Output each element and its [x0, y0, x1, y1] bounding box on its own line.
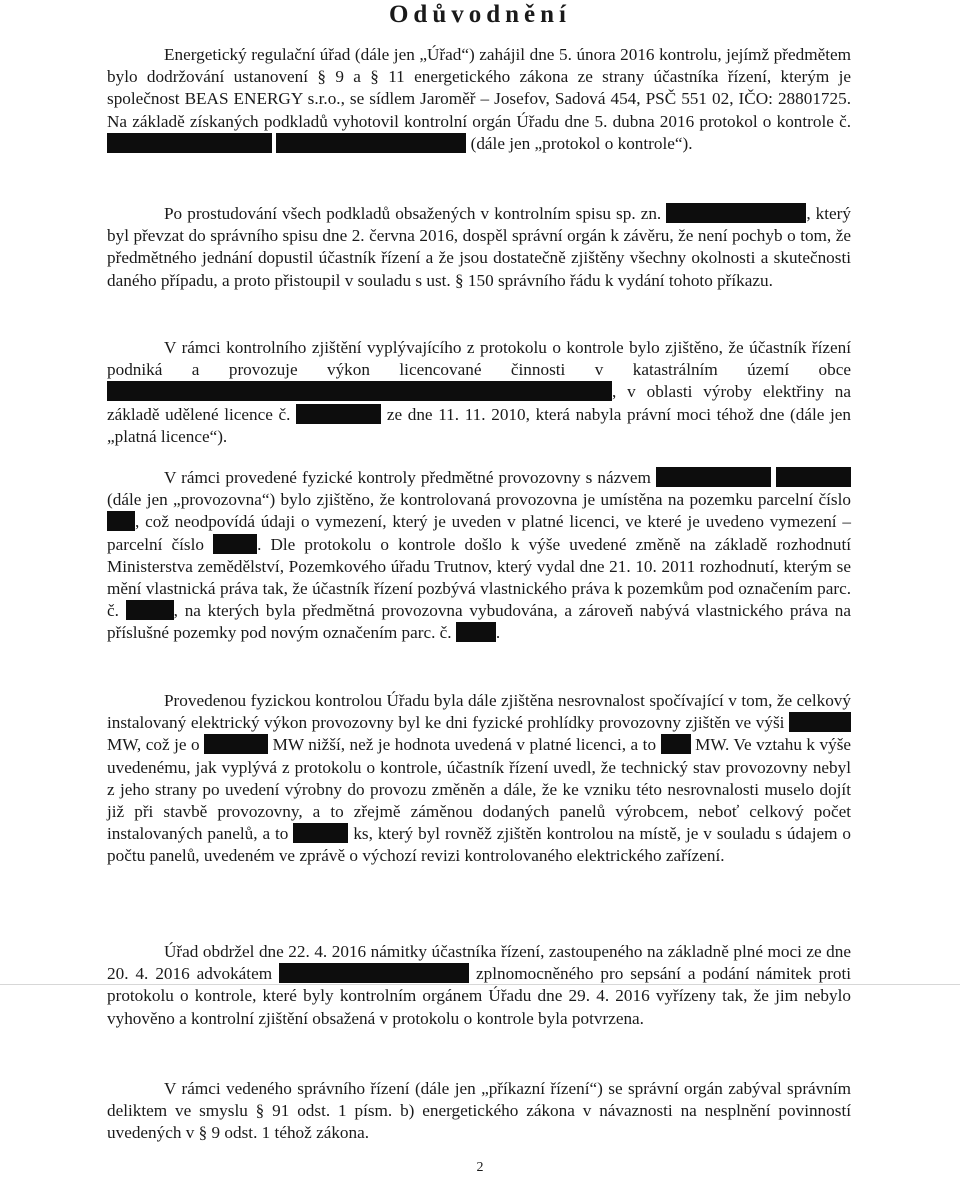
paragraph-text: .: [495, 623, 501, 643]
paragraph-text: V rámci vedeného správního řízení (dále jen „příkazní řízení“) se správní orgán zabýval správním deliktem ve smyslu § 91 odst. 1 písm. b) energetického zákona v návaznosti na nesplnění povinností uvedených v § 9 odst. 1 téhož zákona.: [107, 1079, 851, 1143]
paragraph-text: Energetický regulační úřad (dále jen „Úřad“) zahájil dne 5. února 2016 kontrolu, jejímž předmětem bylo dodržování ustanovení § 9 a § 11 energetického zákona ze strany účastníka řízení, kterým je společnost BEAS ENERGY s.r.o., se sídlem Jaroměř – Josefov, Sadová 454, PSČ 551 02, IČO: 28801725. Na základě získaných podkladů vyhotovil kontrolní orgán Úřadu dne 5. dubna 2016 protokol o kontrole č.: [107, 45, 851, 131]
paragraph-text: , což neodpovídá údaji o vymezení, který je uveden v platné licenci, ve které je uvedeno vymezení – parcelní číslo: [107, 512, 851, 554]
paragraph-text: (dále jen „protokol o kontrole“).: [470, 133, 693, 153]
paragraph-3: [107, 337, 851, 448]
redacted-block: [456, 622, 496, 642]
redacted-block: [661, 734, 691, 754]
paragraph-text: V rámci kontrolního zjištění vyplývajícího z protokolu o kontrole bylo zjištěno, že účastník řízení podniká a provozuje výkon licencované činnosti v katastrálním území obce: [107, 338, 851, 380]
redacted-block: [666, 203, 806, 223]
paragraph-text: zplnomocněného pro sepsání a podání námitek proti protokolu o kontrole, které byly kontrolním orgánem Úřadu dne 29. 4. 2016 vyřízeny tak, že jim nebylo vyhověno a kontrolní zjištění obsažená v protokolu o kontrole byla potvrzena.: [107, 964, 852, 1028]
redacted-block: [279, 963, 469, 983]
redacted-block: [126, 600, 174, 620]
paragraph-text: Úřad obdržel dne 22. 4. 2016 námitky účastníka řízení, zastoupeného na základně plné moci ze dne 20. 4. 2016 advokátem: [107, 942, 851, 984]
paragraph-text: Provedenou fyzickou kontrolou Úřadu byla dále zjištěna nesrovnalost spočívající v tom, že celkový instalovaný elektrický výkon provozovny byl ke dni fyzické prohlídky provozovny zjištěn ve výši: [107, 691, 851, 733]
paragraph-text: , který byl převzat do správního spisu dne 2. června 2016, dospěl správní orgán k závěru, že není pochyb o tom, že předmětného jednání dopustil účastník řízení a že jsou dostatečně zjištěny všechny okolnosti a skutečnosti daného případu, a proto přistoupil v souladu s ust. § 150 správního řádu k vydání tohoto příkazu.: [107, 204, 851, 290]
scan-fold-line: [0, 984, 960, 985]
redacted-block: [296, 404, 381, 424]
paragraph-text: V rámci provedené fyzické kontroly předmětné provozovny s názvem: [164, 468, 651, 487]
paragraph-7: [107, 1078, 851, 1145]
redacted-block: [293, 823, 348, 843]
redacted-block: [204, 734, 268, 754]
paragraph-1: [107, 44, 851, 155]
page-number: 2: [476, 1160, 484, 1175]
paragraph-text: , v oblasti výroby elektřiny na základě udělené licence č.: [107, 382, 851, 424]
paragraph-text: (dále jen „provozovna“) bylo zjištěno, že kontrolovaná provozovna je umístěna na pozemku parcelní číslo: [107, 490, 851, 510]
paragraph-5: [107, 690, 851, 868]
paragraph-6: [107, 941, 851, 1030]
paragraph-text: ks, který byl rovněž zjištěn kontrolou na místě, je v souladu s údajem o počtu panelů, uvedeném ve zprávě o výchozí revizi kontrolovaného elektrického zařízení.: [107, 824, 852, 866]
redacted-block: [276, 133, 466, 153]
paragraph-2: [107, 203, 851, 292]
paragraph-text: MW nižší, než je hodnota uvedená v platné licenci, a to: [272, 735, 657, 755]
paragraph-text: ze dne 11. 11. 2010, která nabyla právní moci téhož dne (dále jen „platná licence“).: [107, 404, 852, 446]
redacted-block: [656, 467, 771, 487]
paragraph-text: . Dle protokolu o kontrole došlo k výše uvedené změně na základě rozhodnutí Ministerstva zemědělství, Pozemkového úřadu Trutnov, který vydal dne 21. 10. 2011 rozhodnutí, kterým se mění vlastnická práva tak, že účastník řízení pozbývá vlastnického práva k pozemkům pod označením parc. č.: [107, 534, 851, 621]
redacted-block: [107, 381, 612, 401]
page-title: Odůvodnění: [388, 1, 571, 28]
paragraph-text: MW. Ve vztahu k výše uvedenému, jak vyplývá z protokolu o kontrole, účastník řízení uvedl, že technický stav provozovny nebyl z jeho strany po uvedení výrobny do provozu změněn a dále, že ke vzniku této nesrovnalosti muselo dojít již při stavbě provozovny, a to zřejmě záměnou dodaných panelů výrobcem, neboť celkový počet instalovaných panelů, a to: [107, 735, 852, 844]
redacted-block: [107, 133, 272, 153]
redacted-block: [213, 534, 257, 554]
paragraph-text: Po prostudování všech podkladů obsažených v kontrolním spisu sp. zn.: [164, 204, 662, 223]
redacted-block: [776, 467, 851, 487]
redacted-block: [789, 712, 851, 732]
redacted-block: [107, 511, 135, 531]
paragraph-text: , na kterých byla předmětná provozovna vybudována, a zároveň nabývá vlastnického práva na příslušné pozemky pod novým označením parc. č.: [107, 601, 851, 643]
paragraph-text: MW, což je o: [107, 735, 200, 755]
paragraph-4: [107, 467, 851, 645]
